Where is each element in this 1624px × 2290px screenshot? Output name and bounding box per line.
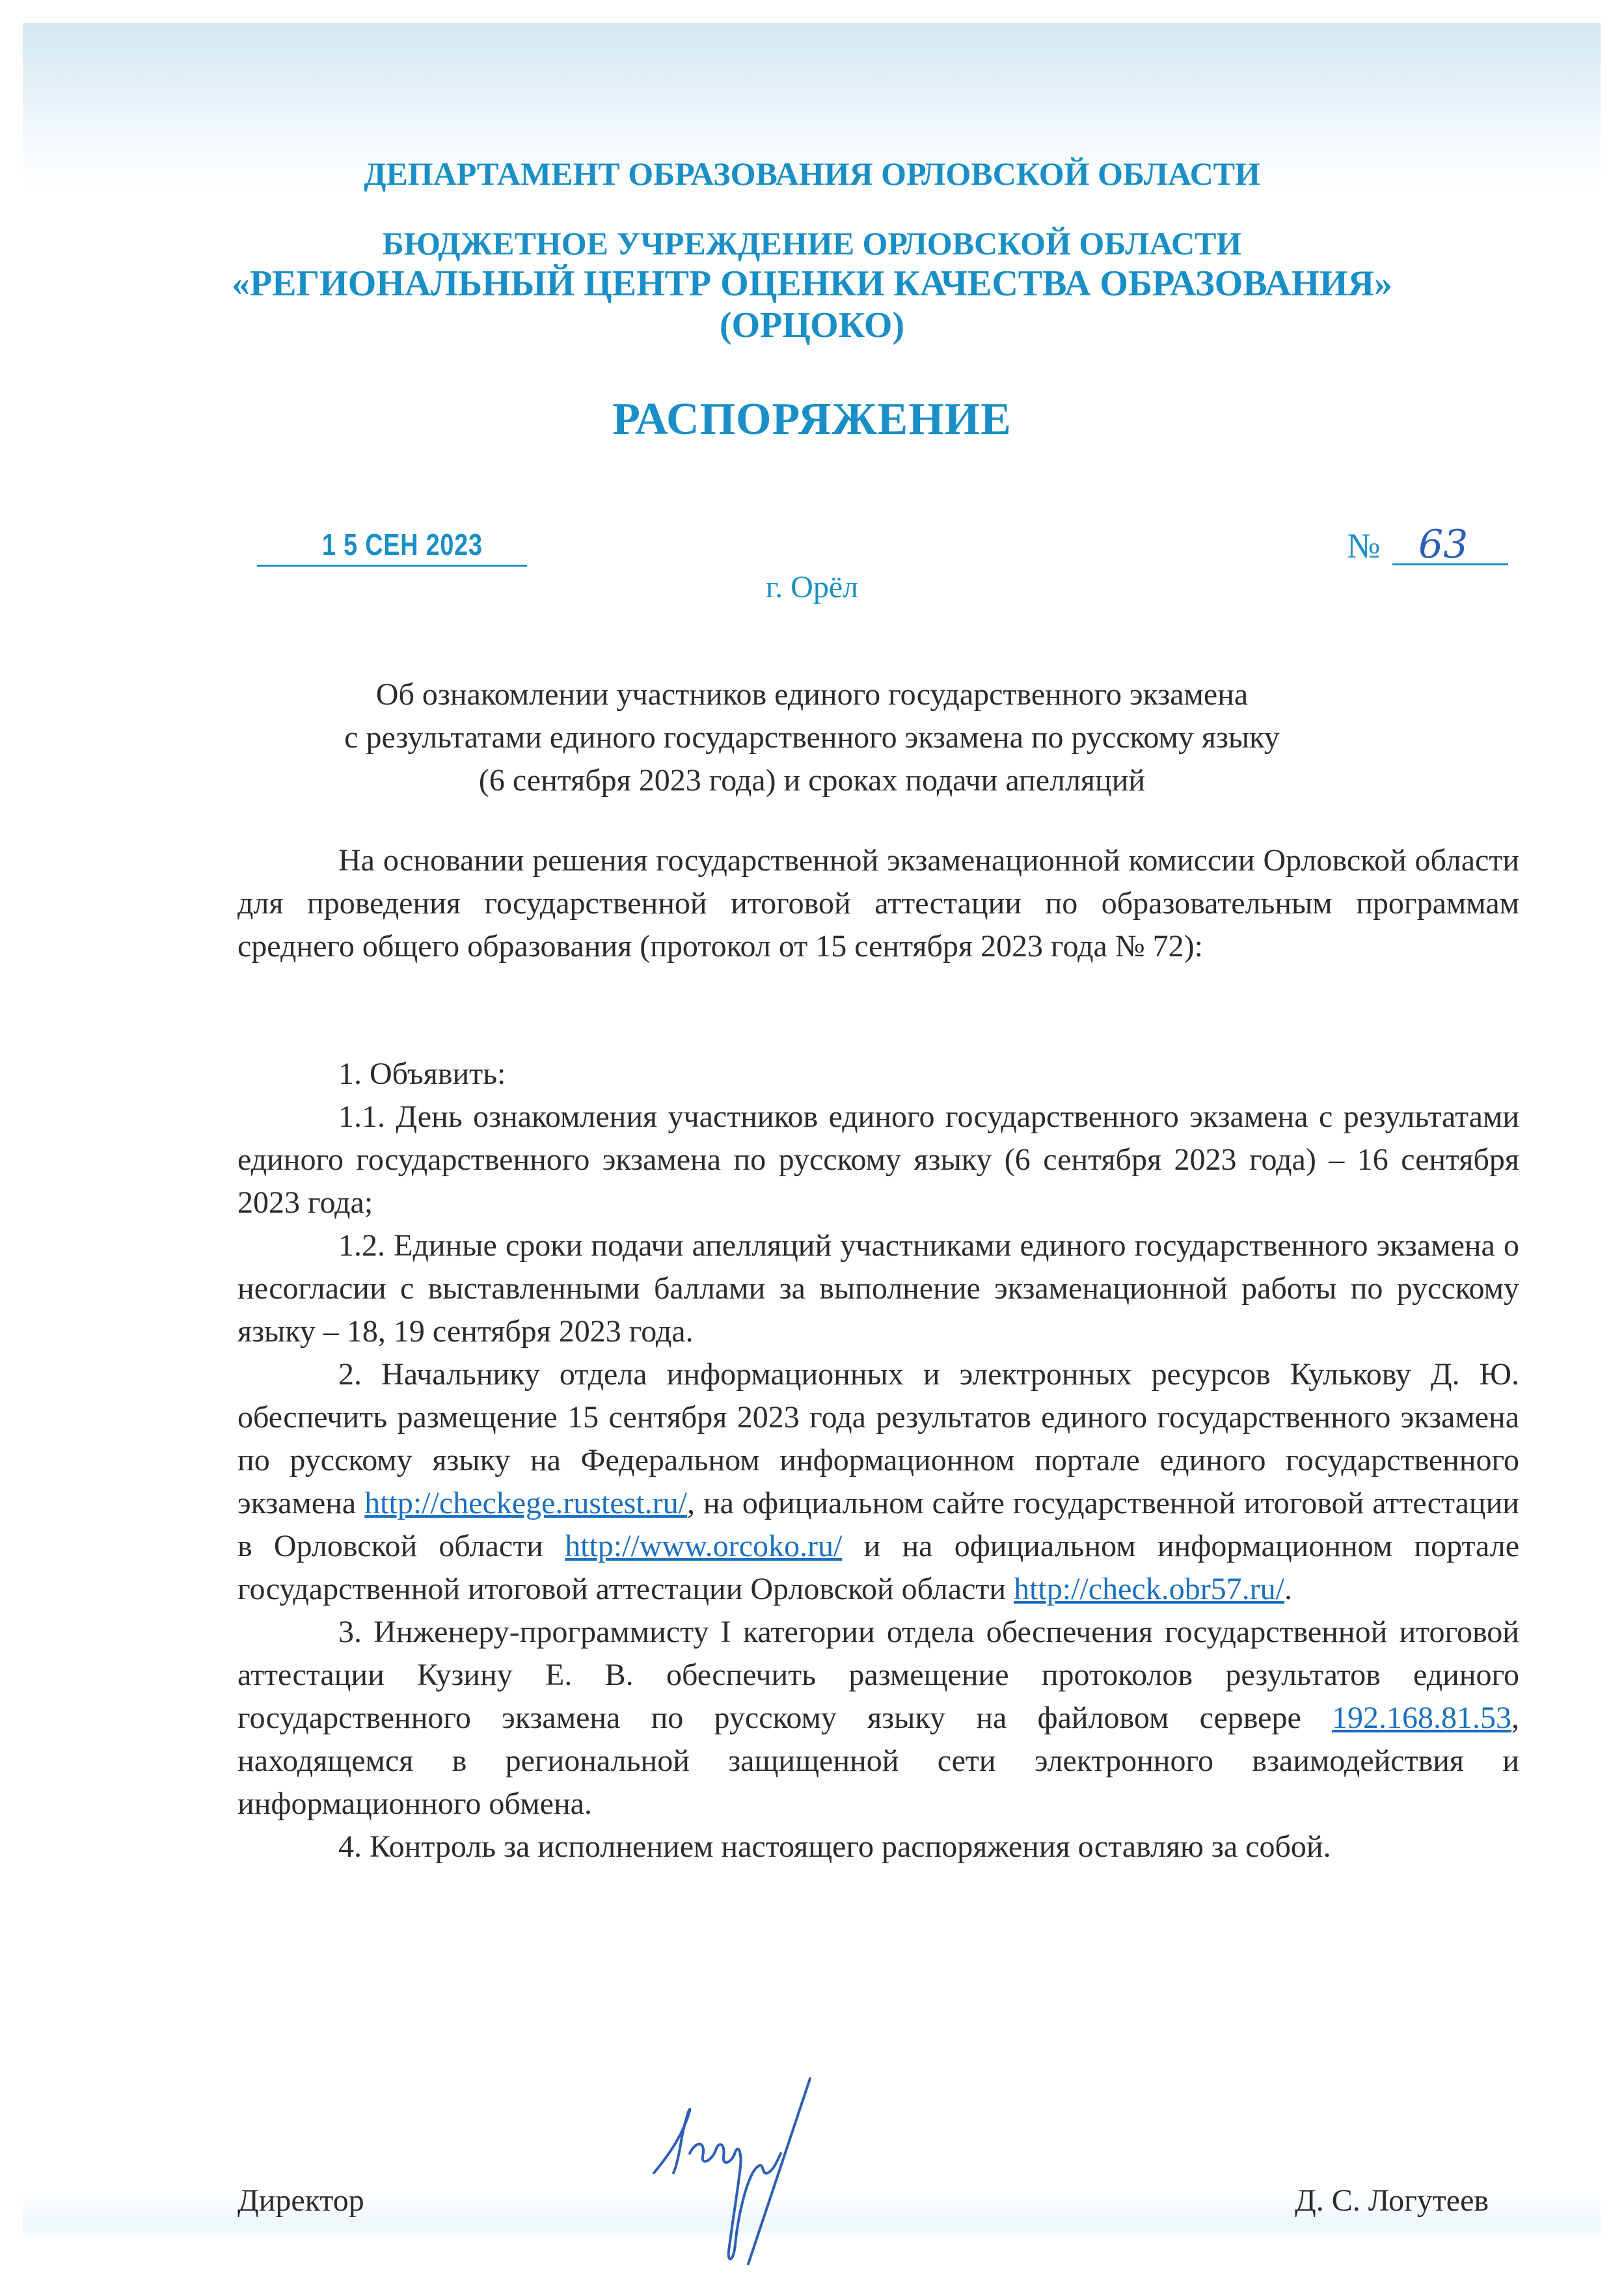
subject-line: с результатами единого государственного экзамена по русскому языку (344, 720, 1280, 755)
number-field (1392, 522, 1508, 567)
item-2 (237, 1353, 1519, 1611)
file-server-address[interactable]: 192.168.81.53 (1332, 1701, 1511, 1735)
item-1-1: 1.1. День ознакомления участников единого государственного экзамена с результатами единого государственного экзамена по русскому языку (6 сентября 2023 года) – 16 сентября 2023 года; (237, 1099, 1519, 1220)
date-field (257, 527, 527, 567)
item-2-text: и на официальном информационном портале государственной итоговой аттестации Орловской области (237, 1529, 1519, 1606)
document-subject (0, 673, 1624, 802)
handwritten-signature-icon (651, 2075, 1002, 2270)
item-2-text: 2. Начальнику отдела информационных и электронных ресурсов Кулькову Д. Ю. обеспечить размещение 15 сентября 2023 года результатов единого государственного экзамена по русскому языку на Федеральном информационном портале единого государственного экзамена (237, 1357, 1519, 1520)
order-items (237, 1053, 1519, 1868)
item-2-text: , на официальном сайте государственной итоговой аттестации в Орловской области (237, 1486, 1519, 1563)
subject-line: Об ознакомлении участников единого государственного экзамена (375, 677, 1249, 712)
city: г. Орёл (765, 570, 859, 604)
number-label: № (1347, 526, 1381, 565)
date-stamp: 1 5 СЕН 2023 (322, 528, 483, 561)
preamble-block (237, 839, 1519, 968)
institution-name-line1: БЮДЖЕТНОЕ УЧРЕЖДЕНИЕ ОРЛОВСКОЙ ОБЛАСТИ (382, 225, 1242, 262)
institution-abbreviation: (ОРЦОКО) (719, 305, 905, 345)
link-check-obr57[interactable]: http://check.obr57.ru/ (1014, 1572, 1284, 1606)
item-1-2: 1.2. Единые сроки подачи апелляций участниками единого государственного экзамена о несогласии с выставленными баллами за выполнение экзаменационной работы по русскому языку – 18, 19 сентября 2023 года. (237, 1228, 1519, 1349)
subject-line: (6 сентября 2023 года) и сроках подачи апелляций (478, 763, 1146, 798)
item-4: 4. Контроль за исполнением настоящего распоряжения оставляю за собой. (338, 1829, 1331, 1864)
department-name: ДЕПАРТАМЕНТ ОБРАЗОВАНИЯ ОРЛОВСКОЙ ОБЛАСТИ (364, 155, 1260, 192)
signatory-name: Д. С. Логутеев (1295, 2183, 1489, 2218)
item-3-text: 3. Инженеру-программисту I категории отдела обеспечения государственной итоговой аттестации Кузину Е. В. обеспечить размещение протоколов результатов единого государственного экзамена по русскому языку на файловом сервере (237, 1615, 1519, 1735)
item-2-text: . (1284, 1572, 1292, 1606)
link-orcoko[interactable]: http://www.orcoko.ru/ (565, 1529, 843, 1563)
link-checkege[interactable]: http://checkege.rustest.ru/ (364, 1486, 687, 1520)
item-3 (237, 1611, 1519, 1825)
institution-name-line2: «РЕГИОНАЛЬНЫЙ ЦЕНТР ОЦЕНКИ КАЧЕСТВА ОБРАЗОВАНИЯ» (231, 263, 1393, 304)
signatory-position: Директор (237, 2183, 364, 2218)
document-number: 63 (1418, 522, 1468, 567)
document-type-title: РАСПОРЯЖЕНИЕ (612, 394, 1012, 444)
item-1: 1. Объявить: (338, 1057, 506, 1091)
preamble: На основании решения государственной экзаменационной комиссии Орловской области для проведения государственной итоговой аттестации по образовательным программам среднего общего образования (протокол от 15 сентября 2023 года № 72): (237, 843, 1519, 963)
item-3-text: , находящемся в региональной защищенной сети электронного взаимодействия и информационного обмена. (237, 1701, 1519, 1821)
